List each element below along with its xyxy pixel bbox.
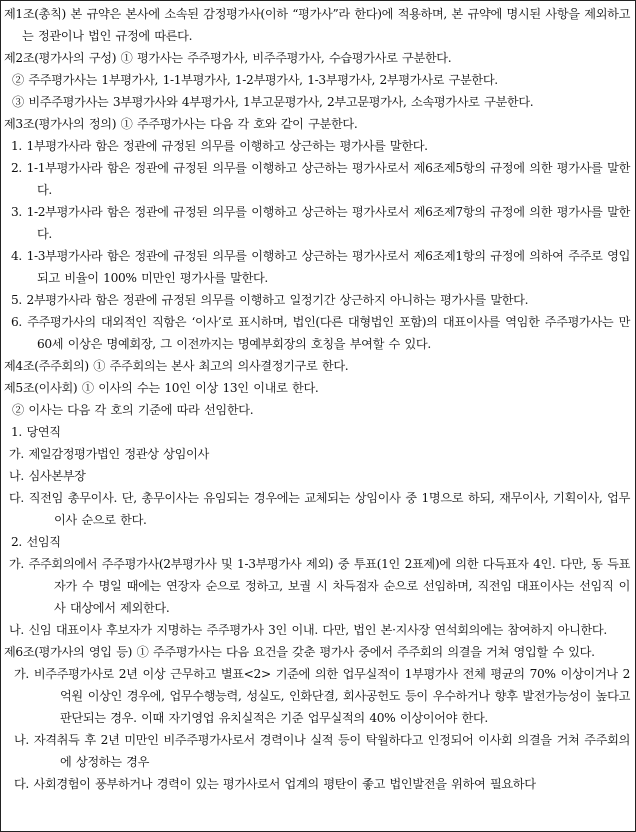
article-5-item-1-na: 나. 심사본부장 bbox=[9, 469, 86, 483]
article-5-item-2-ga: 가. 주주회의에서 주주평가사(2부평가사 및 1-3부평가사 제외) 중 투표(1인 2표제)에 의한 다득표자 4인. 다만, 동 득표자가 수 명일 때에는 연장자 순으로 정하고, 보궐 시 차득점자 순으로 선임하며, 직전임 대표이사는 선임직 이사 대상에서 제외한다. bbox=[9, 557, 630, 615]
article-5-item-2-na: 나. 신임 대표이사 후보자가 지명하는 주주평가사 3인 이내. 다만, 법인 본·지사장 연석회의에는 참여하지 아니한다. bbox=[9, 623, 607, 637]
article-3-item-4: 4. 1-3부평가사라 함은 정관에 규정된 의무를 이행하고 상근하는 평가사로서 제6조제1항의 규정에 의하여 주주로 영입되고 비율이 100% 미만인 평가사를 말한다. bbox=[11, 249, 630, 285]
article-3-definition: 제3조(평가사의 정의) ① 주주평가사는 다음 각 호와 같이 구분한다. bbox=[4, 117, 358, 131]
article-6-item-da: 다. 사회경험이 풍부하거나 경력이 있는 평가사로서 업계의 평탄이 좋고 법인발전을 위하여 필요하다 bbox=[14, 777, 536, 791]
article-2-composition: 제2조(평가사의 구성) ① 평가사는 주주평가사, 비주주평가사, 수습평가사로 구분한다. bbox=[4, 51, 452, 65]
article-3-item-3: 3. 1-2부평가사라 함은 정관에 규정된 의무를 이행하고 상근하는 평가사로서 제6조제7항의 규정에 의한 평가사를 말한다. bbox=[11, 205, 630, 241]
article-2-clause-3: ③ 비주주평가사는 3부평가사와 4부평가사, 1부고문평가사, 2부고문평가사, 소속평가사로 구분한다. bbox=[12, 95, 534, 109]
regulation-document bbox=[4, 3, 630, 795]
article-5-board: 제5조(이사회) ① 이사의 수는 10인 이상 13인 이내로 한다. bbox=[4, 381, 319, 395]
article-5-item-1: 1. 당연직 bbox=[11, 425, 61, 439]
article-3-item-1: 1. 1부평가사라 함은 정관에 규정된 의무를 이행하고 상근하는 평가사를 말한다. bbox=[11, 139, 428, 153]
article-5-item-1-da: 다. 직전임 총무이사. 단, 총무이사는 유임되는 경우에는 교체되는 상임이사 중 1명으로 하되, 재무이사, 기획이사, 업무이사 순으로 한다. bbox=[9, 491, 630, 527]
article-6-admission: 제6조(평가사의 영입 등) ① 주주평가사는 다음 요건을 갖춘 평가사 중에서 주주회의 의결을 거쳐 영입할 수 있다. bbox=[4, 645, 595, 659]
article-2-clause-2: ② 주주평가사는 1부평가사, 1-1부평가사, 1-2부평가사, 1-3부평가사, 2부평가사로 구분한다. bbox=[12, 73, 498, 87]
article-5-item-1-ga: 가. 제일감정평가법인 정관상 상임이사 bbox=[9, 447, 209, 461]
article-6-item-na: 나. 자격취득 후 2년 미만인 비주주평가사로서 경력이나 실적 등이 탁월하다고 인정되어 이사회 의결을 거쳐 주주회의에 상정하는 경우 bbox=[14, 733, 630, 769]
article-6-item-ga: 가. 비주주평가사로 2년 이상 근무하고 별표<2> 기준에 의한 업무실적이 1부평가사 전체 평균의 70% 이상이거나 2억원 이상인 경우에, 업무수행능력, 성실도, 인화단결, 회사공헌도 등이 우수하거나 향후 발전가능성이 높다고 판단되는 경우. 이때 자기영업 유치실적은 기준 업무실적의 40% 이상이어야 한다. bbox=[14, 667, 630, 725]
article-3-item-2: 2. 1-1부평가사라 함은 정관에 규정된 의무를 이행하고 상근하는 평가사로서 제6조제5항의 규정에 의한 평가사를 말한다. bbox=[11, 161, 630, 197]
article-3-item-6: 6. 주주평가사의 대외적인 직함은 ‘이사’로 표시하며, 법인(다른 대형법인 포함)의 대표이사를 역임한 주주평가사는 만 60세 이상은 명예회장, 그 이전까지는 명예부회장의 호칭을 부여할 수 있다. bbox=[11, 315, 630, 351]
article-4-shareholders-meeting: 제4조(주주회의) ① 주주회의는 본사 최고의 의사결정기구로 한다. bbox=[4, 359, 349, 373]
article-1-general: 제1조(총칙) 본 규약은 본사에 소속된 감정평가사(이하 “평가사”라 한다)에 적용하며, 본 규약에 명시된 사항을 제외하고는 정관이나 법인 규정에 따른다. bbox=[4, 7, 630, 43]
article-3-item-5: 5. 2부평가사라 함은 정관에 규정된 의무를 이행하고 일정기간 상근하지 아니하는 평가사를 말한다. bbox=[11, 293, 529, 307]
article-5-item-2: 2. 선임직 bbox=[11, 535, 61, 549]
article-5-clause-2: ② 이사는 다음 각 호의 기준에 따라 선임한다. bbox=[12, 403, 254, 417]
